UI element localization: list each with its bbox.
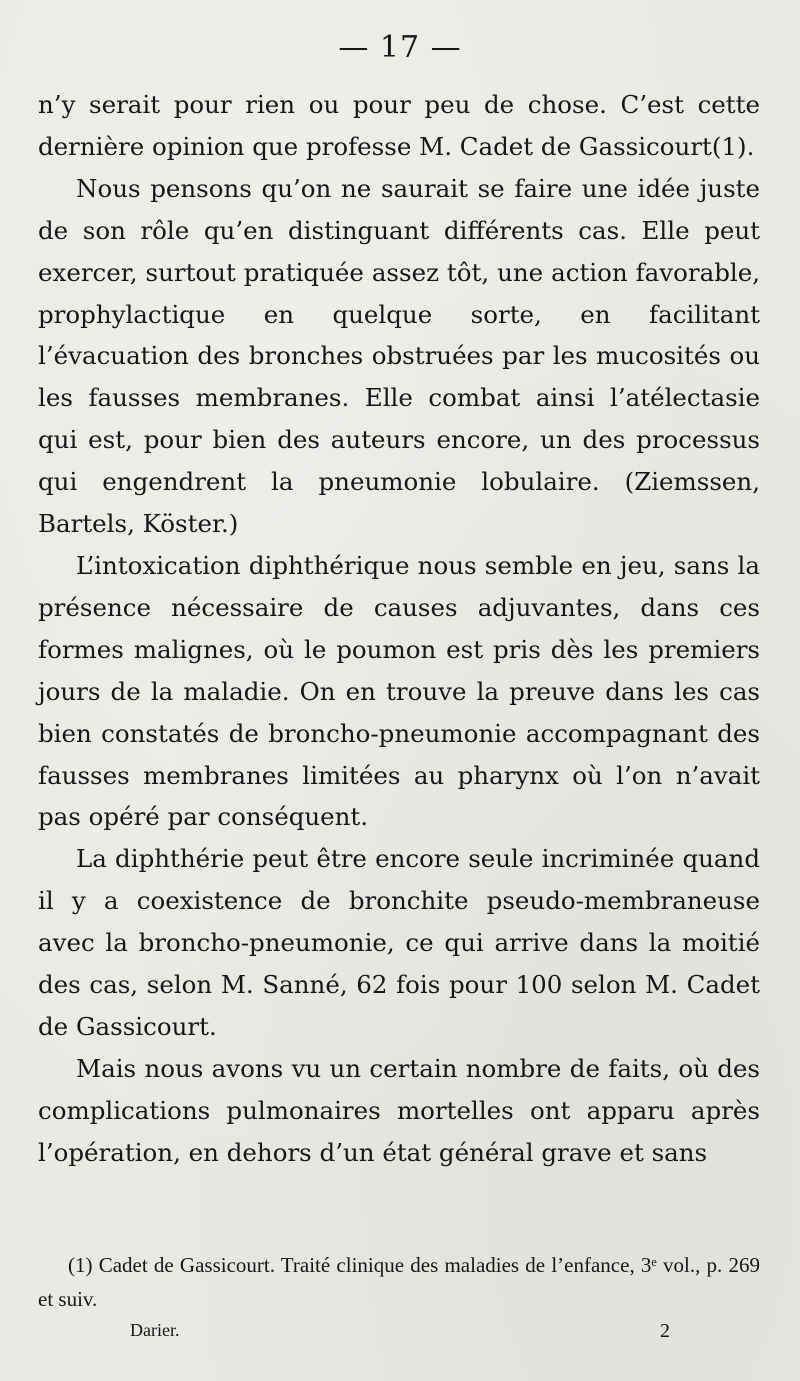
paragraph: Nous pensons qu’on ne saurait se faire une idée juste de son rôle qu’en distinguant différents cas. Elle peut exercer, surtout pratiquée assez tôt, une action favorable, prophylactique en quelque sorte, en facilitant l’évacuation des bronches obstruées par les mucosités ou les fausses membranes. Elle combat ainsi l’atélectasie qui est, pour bien des auteurs encore, un des processus qui engendrent la pneumonie lobulaire. (Ziemssen, Bartels, Köster.) — [38, 173, 760, 539]
paragraph: Mais nous avons vu un certain nombre de faits, où des complications pulmonaires mortelles ont apparu après l’opération, en dehors d’un état général grave et sans — [38, 1053, 760, 1167]
paragraph-continued: n’y serait pour rien ou pour peu de chose. C’est cette dernière opinion que professe M. Cadet de Gassicourt(1). — [38, 90, 760, 161]
footnote-text: (1) Cadet de Gassicourt. Traité clinique des maladies de l’enfance, 3ᵉ vol., p. 269 et suiv. — [38, 1253, 760, 1311]
printer-signature-author: Darier. — [130, 1320, 180, 1340]
paragraph: L’intoxication diphthérique nous semble en jeu, sans la présence nécessaire de causes adjuvantes, dans ces formes malignes, où le poumon est pris dès les premiers jours de la maladie. On en trouve la preuve dans les cas bien constatés de broncho-pneumonie accompagnant des fausses membranes limitées au pharynx où l’on n’avait pas opéré par conséquent. — [38, 550, 760, 832]
body-text — [38, 84, 760, 1174]
footnote — [38, 1248, 760, 1316]
printer-signature-number: 2 — [660, 1320, 670, 1342]
paragraph: La diphthérie peut être encore seule incriminée quand il y a coexistence de bronchite pseudo-membraneuse avec la broncho-pneumonie, ce qui arrive dans la moitié des cas, selon M. Sanné, 62 fois pour 100 selon M. Cadet de Gassicourt. — [38, 844, 760, 1041]
page-number: — 17 — — [338, 30, 462, 65]
